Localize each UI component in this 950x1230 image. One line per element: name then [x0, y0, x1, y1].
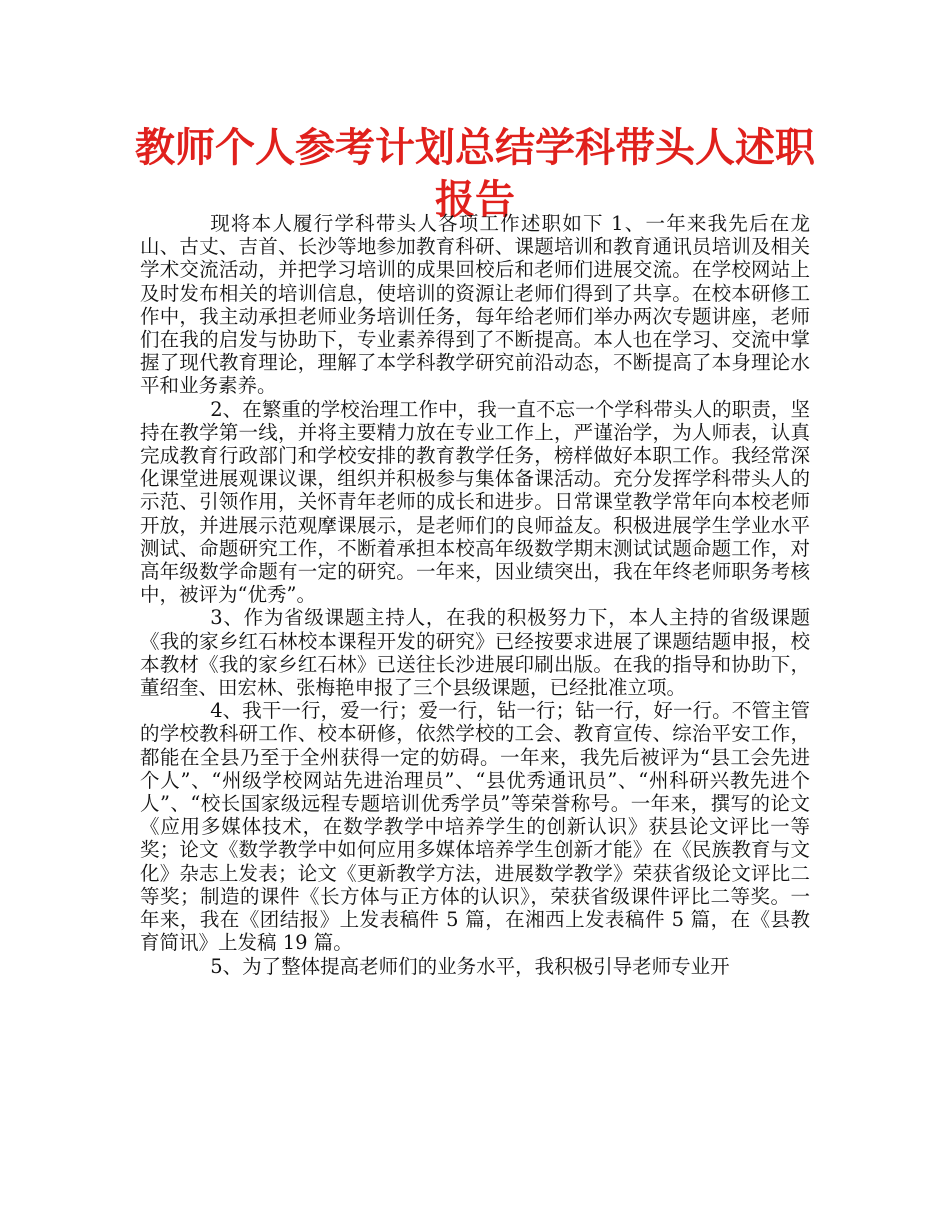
document-title: 教师个人参考计划总结学科带头人述职报告	[135, 125, 815, 223]
paragraph-5: 5、为了整体提高老师们的业务水平，我积极引导老师专业开	[210, 954, 730, 978]
paragraph-2: 2、在繁重的学校治理工作中，我一直不忘一个学科带头人的职责，坚持在教学第一线，并将主要精力放在专业工作上，严谨治学，为人师表，认真完成教育行政部门和学校安排的教育教学任务，榜样做好本职工作。我经常深化课堂进展观课议课，组织并积极参与集体备课活动。充分发挥学科带头人的示范、引领作用，关怀青年老师的成长和进步。日常课堂教学常年向本校老师开放，并进展示范观摩课展示，是老师们的良师益友。积极进展学生学业水平测试、命题研究工作，不断着承担本校高年级数学期末测试试题命题工作，对高年级数学命题有一定的研究。一年来，因业绩突出，我在年终老师职务考核中，被评为“优秀”。	[140, 397, 810, 607]
document-body	[140, 212, 810, 978]
paragraph-3: 3、作为省级课题主持人，在我的积极努力下，本人主持的省级课题《我的家乡红石林校本课程开发的研究》已经按要求进展了课题结题申报，校本教材《我的家乡红石林》已送往长沙进展印刷出版。在我的指导和协助下，董绍奎、田宏林、张梅艳申报了三个县级课题，已经批准立项。	[140, 606, 810, 700]
paragraph-4: 4、我干一行，爱一行；爱一行，钻一行；钻一行，好一行。不管主管的学校教科研工作、校本研修，依然学校的工会、教育宣传、综治平安工作，都能在全县乃至于全州获得一定的妨碍。一年来，我先后被评为“县工会先进个人”、“州级学校网站先进治理员”、“县优秀通讯员”、“州科研兴教先进个人”、“校长国家级远程专题培训优秀学员”等荣誉称号。一年来，撰写的论文《应用多媒体技术，在数学教学中培养学生的创新认识》获县论文评比一等奖；论文《数学教学中如何应用多媒体培养学生创新才能》在《民族教育与文化》杂志上发表；论文《更新教学方法，进展数学教学》荣获省级论文评比二等奖；制造的课件《长方体与正方体的认识》，荣获省级课件评比二等奖。一年来，我在《团结报》上发表稿件 5 篇，在湘西上发表稿件 5 篇，在《县教育简讯》上发稿 19 篇。	[140, 699, 810, 955]
paragraph-1: 现将本人履行学科带头人各项工作述职如下 1、一年来我先后在龙山、古丈、吉首、长沙等地参加教育科研、课题培训和教育通讯员培训及相关学术交流活动，并把学习培训的成果回校后和老师们进展交流。在学校网站上及时发布相关的培训信息，使培训的资源让老师们得到了共享。在校本研修工作中，我主动承担老师业务培训任务，每年给老师们举办两次专题讲座，老师们在我的启发与协助下，专业素养得到了不断提高。本人也在学习、交流中掌握了现代教育理论，理解了本学科教学研究前沿动态，不断提高了本身理论水平和业务素养。	[140, 212, 810, 398]
